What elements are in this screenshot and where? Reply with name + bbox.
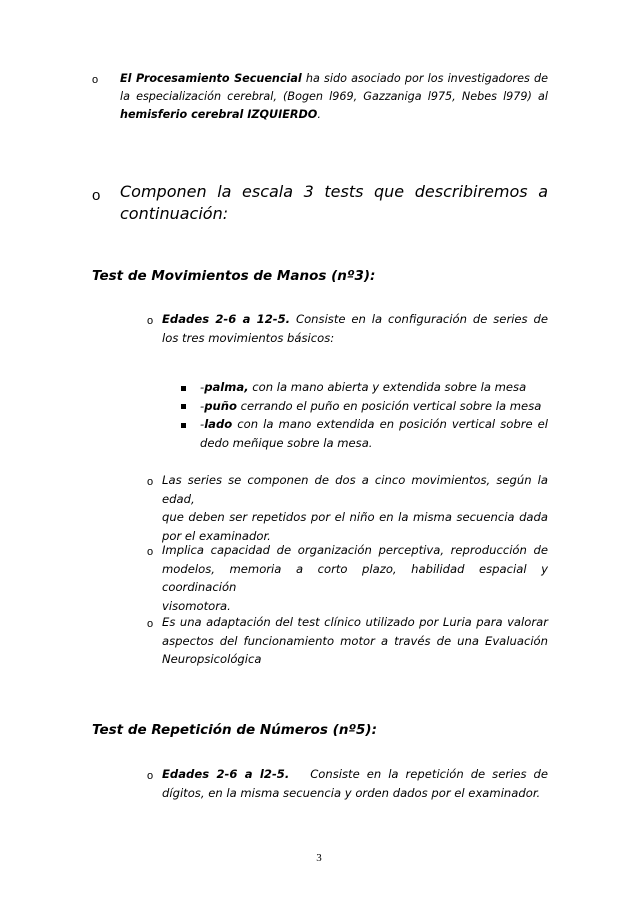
- term-procesamiento-secuencial: El Procesamiento Secuencial: [120, 72, 302, 85]
- bullet-marker: o: [92, 74, 99, 86]
- square-bullet: [181, 404, 186, 409]
- movement-name: palma,: [204, 380, 249, 394]
- paragraph-line: dedo meñique sobre la mesa.: [200, 435, 373, 450]
- paragraph-line: que deben ser repetidos por el niño en la misma secuencia dada: [162, 510, 548, 524]
- paragraph-sequential-processing: [120, 70, 548, 124]
- bullet-marker: o: [147, 546, 154, 558]
- paragraph-line: los tres movimientos básicos:: [162, 330, 335, 345]
- paragraph-line: continuación:: [120, 204, 229, 223]
- item-capacities: [162, 541, 548, 615]
- section-heading-number-recall: Test de Repetición de Números (nº5):: [92, 722, 378, 738]
- item-ages-hand-movements: [162, 310, 548, 347]
- movement-item-lado: [200, 415, 548, 452]
- text: .: [317, 108, 321, 121]
- movement-item-puno: [200, 397, 548, 416]
- ages-range: Edades 2-6 a l2-5.: [162, 767, 290, 781]
- item-ages-number-recall: [162, 765, 548, 802]
- paragraph-line: [200, 415, 548, 434]
- paragraph-line: dígitos, en la misma secuencia y orden dados por el examinador.: [162, 785, 541, 800]
- paragraph-line: [162, 310, 548, 329]
- paragraph-line: [162, 765, 548, 784]
- bullet-marker: o: [92, 187, 101, 204]
- text: -: [200, 399, 205, 413]
- term-hemisferio-izquierdo: hemisferio cerebral IZQUIERDO: [120, 108, 318, 121]
- text: con la mano abierta y extendida sobre la mesa: [248, 380, 527, 394]
- paragraph-line: visomotora.: [162, 598, 231, 613]
- movement-name: lado: [204, 417, 233, 431]
- square-bullet: [181, 423, 186, 428]
- bullet-marker: o: [147, 476, 154, 488]
- item-luria-adaptation: [162, 613, 548, 669]
- movement-name: puño: [204, 399, 237, 413]
- paragraph-line: aspectos del funcionamiento motor a través de una Evaluación: [162, 633, 548, 648]
- text: con la mano extendida en posición vertical sobre el: [232, 417, 548, 431]
- paragraph-scale-intro: [120, 181, 548, 225]
- bullet-marker: o: [147, 315, 154, 327]
- paragraph-line: modelos, memoria a corto plazo, habilidad espacial y coordinación: [162, 561, 548, 594]
- paragraph-line: Es una adaptación del test clínico utilizado por Luria para valorar: [162, 615, 548, 629]
- square-bullet: [181, 386, 186, 391]
- section-heading-hand-movements: Test de Movimientos de Manos (nº3):: [92, 268, 376, 284]
- paragraph-line: [120, 70, 548, 88]
- movement-item-palma: [200, 378, 548, 397]
- ages-range: Edades 2-6 a 12-5.: [162, 312, 291, 326]
- text: Consiste en la configuración de series de: [290, 312, 549, 326]
- bullet-marker: o: [147, 770, 154, 782]
- paragraph-line: la especialización cerebral, (Bogen l969, Gazzaniga l975, Nebes l979) al: [120, 90, 548, 103]
- paragraph-line: Implica capacidad de organización perceptiva, reproducción de: [162, 543, 548, 557]
- page-number: 3: [316, 852, 322, 864]
- text: -: [200, 380, 205, 394]
- item-series-composition: [162, 471, 548, 545]
- paragraph-line: [200, 397, 548, 416]
- paragraph-line: [120, 106, 548, 124]
- paragraph-line: por el examinador.: [162, 528, 271, 543]
- paragraph-line: Neuropsicológica: [162, 652, 262, 666]
- bullet-marker: o: [147, 618, 154, 630]
- paragraph-line: [200, 378, 548, 397]
- paragraph-line: Componen la escala 3 tests que describiremos a: [120, 182, 548, 201]
- text: cerrando el puño en posición vertical sobre la mesa: [236, 399, 542, 413]
- text: -: [200, 417, 205, 431]
- text: Consiste en la repetición de series de: [289, 767, 548, 781]
- paragraph-line: Las series se componen de dos a cinco movimientos, según la edad,: [162, 473, 548, 506]
- text: ha sido asociado por los investigadores de: [301, 72, 548, 85]
